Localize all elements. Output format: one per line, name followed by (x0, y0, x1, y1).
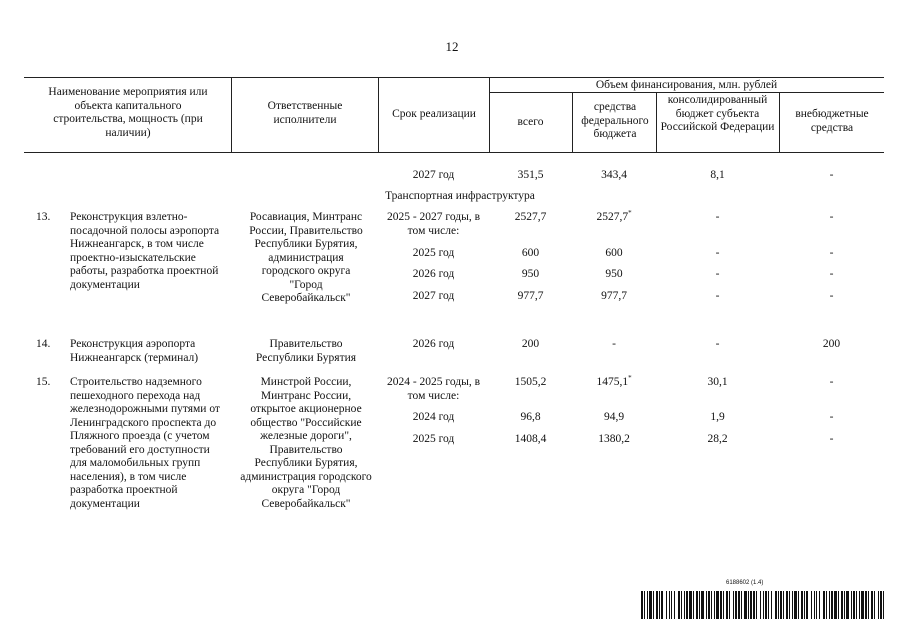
item-number: 13. (36, 211, 51, 223)
item-name: Реконструкция аэропорта Нижнеангарск (терминал) (70, 338, 199, 364)
header-regional: консолидированный бюджет субъекта Российской Федерации (660, 94, 775, 133)
item-name: Реконструкция взлетно-посадочной полосы аэропорта Нижнеангарск, в том числе проектно-изыскательские работы, разработка проектной документации (70, 211, 220, 291)
row-total: 1505,2 (514, 376, 547, 388)
row-total: 351,5 (517, 169, 544, 181)
row-federal: 2527,7* (596, 209, 632, 223)
row-total: 977,7 (517, 290, 544, 302)
item-executors: Правительство Республики Бурятия (255, 338, 357, 364)
row-regional: - (715, 247, 720, 259)
row-extra: - (829, 411, 834, 423)
row-period: 2025 - 2027 годы, в том числе: (386, 211, 481, 237)
item-executors: Минстрой России, Минтранс России, открытое акционерное общество "Российские железные дороги", Правительство Республики Бурятия, администрация городского округа "Город Северобайкальск" (240, 376, 372, 510)
row-extra: - (829, 211, 834, 223)
row-extra: - (829, 169, 834, 181)
row-federal: 600 (605, 247, 623, 259)
row-period: 2024 год (412, 411, 455, 423)
item-name: Строительство надземного пешеходного перехода над железнодорожными путями от Ленинградского проспекта до Пляжного проезда (с учетом требований его доступности для маломобильных групп населения), в том числе разработка проектной документации (70, 376, 220, 510)
header-col-divider (378, 77, 379, 152)
row-total: 2527,7 (514, 211, 547, 223)
barcode (641, 591, 884, 619)
header-col-divider (572, 92, 573, 152)
row-period: 2027 год (412, 169, 455, 181)
header-bottom-border (24, 152, 884, 153)
row-total: 600 (521, 247, 540, 259)
row-total: 950 (521, 268, 540, 280)
header-total: всего (517, 116, 544, 128)
row-period: 2026 год (412, 268, 455, 280)
row-federal: 977,7 (601, 290, 627, 302)
row-period: 2025 год (412, 433, 455, 445)
barcode-label: 6188602 (1.4) (726, 580, 764, 586)
row-extra: - (829, 433, 834, 445)
row-federal: 1475,1* (596, 374, 632, 388)
page-number: 12 (445, 39, 459, 54)
row-extra: 200 (822, 338, 841, 350)
row-total: 200 (521, 338, 540, 350)
table-top-border (24, 77, 884, 78)
row-regional: 28,2 (707, 433, 728, 445)
row-total: 96,8 (520, 411, 541, 423)
header-col-divider (231, 77, 232, 152)
section-title: Транспортная инфраструктура (385, 190, 535, 202)
row-regional: 1,9 (710, 411, 725, 423)
row-federal: 94,9 (603, 411, 625, 423)
row-federal: 343,4 (601, 169, 627, 181)
header-name: Наименование мероприятия или объекта капитального строительства, мощность (при наличии) (48, 86, 208, 139)
row-regional: - (715, 268, 720, 280)
item-number: 15. (36, 376, 51, 388)
row-extra: - (829, 247, 834, 259)
header-funding-group: Объем финансирования, млн. рублей (595, 79, 778, 91)
row-period: 2026 год (412, 338, 455, 350)
row-regional: - (715, 338, 720, 350)
header-period: Срок реализации (392, 108, 476, 120)
header-executors: Ответственные исполнители (267, 100, 343, 126)
row-regional: 8,1 (710, 169, 725, 181)
row-period: 2025 год (412, 247, 455, 259)
footnote-mark: * (628, 209, 632, 217)
header-extra: внебюджетные средства (795, 108, 869, 134)
row-regional: 30,1 (707, 376, 728, 388)
row-period: 2024 - 2025 годы, в том числе: (386, 376, 481, 402)
row-regional: - (715, 290, 720, 302)
item-executors: Росавиация, Минтранс России, Правительство Республики Бурятия, администрация городского округа "Город Северобайкальск" (249, 211, 363, 304)
item-number: 14. (36, 338, 51, 350)
row-regional: - (715, 211, 720, 223)
row-federal: 1380,2 (598, 433, 630, 445)
row-extra: - (829, 268, 834, 280)
row-extra: - (829, 290, 834, 302)
row-period: 2027 год (412, 290, 455, 302)
row-extra: - (829, 376, 834, 388)
row-federal: - (612, 338, 616, 350)
row-total: 1408,4 (514, 433, 547, 445)
footnote-mark: * (628, 374, 632, 382)
row-federal: 950 (605, 268, 623, 280)
header-federal: средства федерального бюджета (581, 101, 649, 140)
